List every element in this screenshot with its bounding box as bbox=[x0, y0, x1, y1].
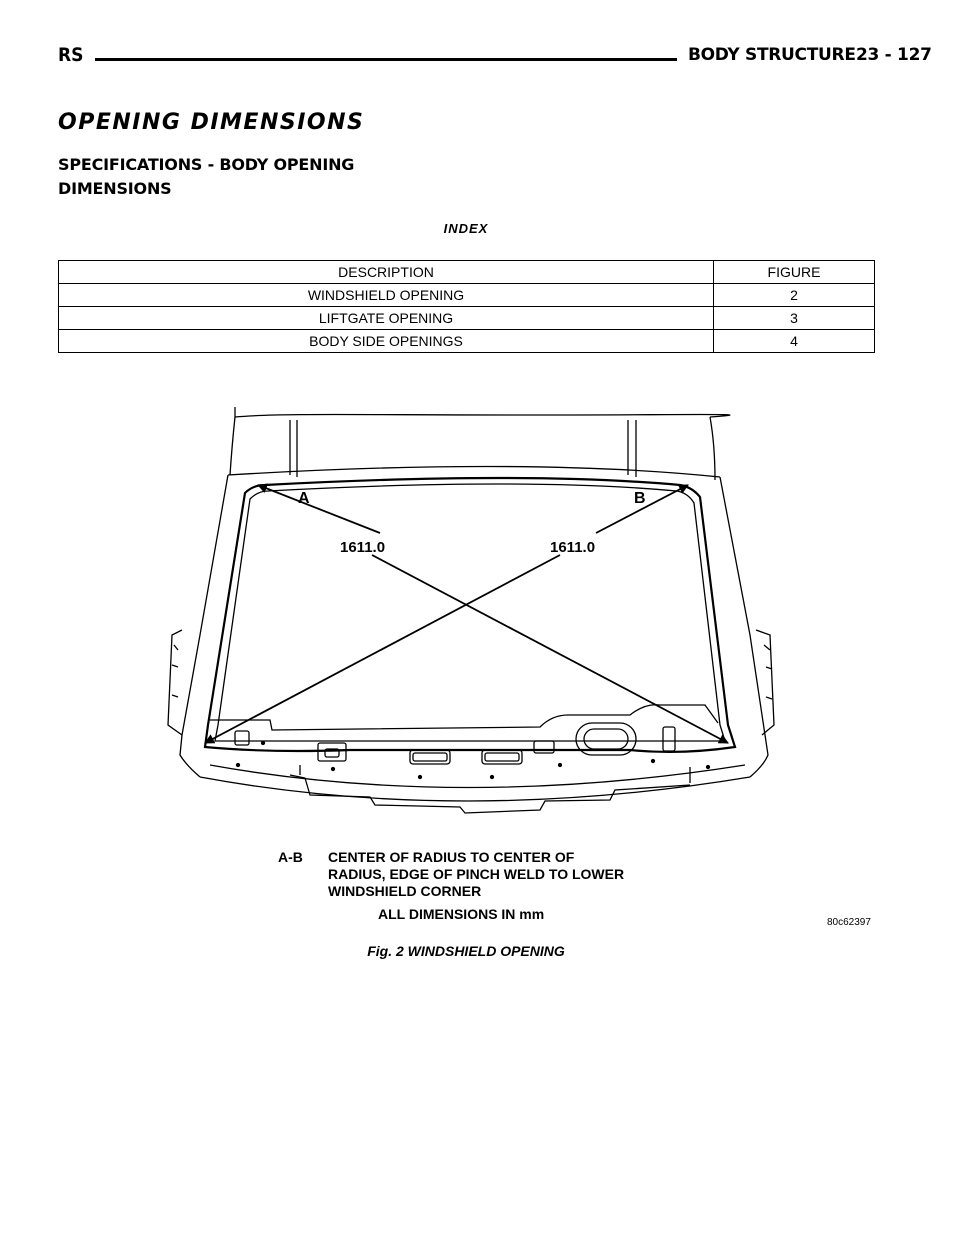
table-cell: 4 bbox=[714, 330, 875, 353]
units-note: ALL DIMENSIONS IN mm bbox=[378, 906, 545, 922]
figure-caption: Fig. 2 WINDSHIELD OPENING bbox=[367, 943, 565, 959]
table-cell: 2 bbox=[714, 284, 875, 307]
dimension-line-b-start bbox=[205, 555, 560, 743]
page-title: OPENING DIMENSIONS bbox=[58, 110, 365, 135]
body-outline bbox=[168, 407, 774, 813]
table-cell: 3 bbox=[714, 307, 875, 330]
legend-line-2: RADIUS, EDGE OF PINCH WELD TO LOWER bbox=[328, 866, 625, 882]
header-rule bbox=[95, 58, 677, 61]
table-cell: BODY SIDE OPENINGS bbox=[59, 330, 714, 353]
table-header-cell: FIGURE bbox=[714, 261, 875, 284]
header-model-code: RS bbox=[58, 44, 84, 66]
table-row bbox=[59, 284, 875, 307]
section-subtitle: SPECIFICATIONS - BODY OPENING DIMENSIONS bbox=[58, 155, 355, 198]
page-header bbox=[58, 44, 932, 68]
dimension-label-b: 1611.0 bbox=[550, 539, 596, 556]
figure-code: 80c62397 bbox=[827, 917, 871, 928]
index-title: INDEX bbox=[443, 221, 489, 236]
index-table bbox=[58, 260, 875, 353]
windshield-opening-diagram bbox=[160, 405, 890, 935]
corner-label-a: A bbox=[298, 490, 310, 507]
legend-line-1: CENTER OF RADIUS TO CENTER OF bbox=[328, 849, 575, 865]
dimension-label-a: 1611.0 bbox=[340, 539, 386, 556]
table-row bbox=[59, 330, 875, 353]
table-header-cell: DESCRIPTION bbox=[59, 261, 714, 284]
corner-label-b: B bbox=[634, 490, 646, 507]
legend-key: A-B bbox=[278, 849, 303, 865]
legend-line-3: WINDSHIELD CORNER bbox=[328, 883, 482, 899]
table-header-row bbox=[59, 261, 875, 284]
header-page-number: 23 - 127 bbox=[856, 45, 932, 65]
table-row bbox=[59, 307, 875, 330]
dimension-line-a bbox=[372, 555, 728, 743]
header-section: BODY STRUCTURE bbox=[688, 45, 856, 65]
table-cell: LIFTGATE OPENING bbox=[59, 307, 714, 330]
table-cell: WINDSHIELD OPENING bbox=[59, 284, 714, 307]
dimension-line-a-start bbox=[258, 485, 380, 533]
dimension-lines bbox=[205, 485, 728, 743]
